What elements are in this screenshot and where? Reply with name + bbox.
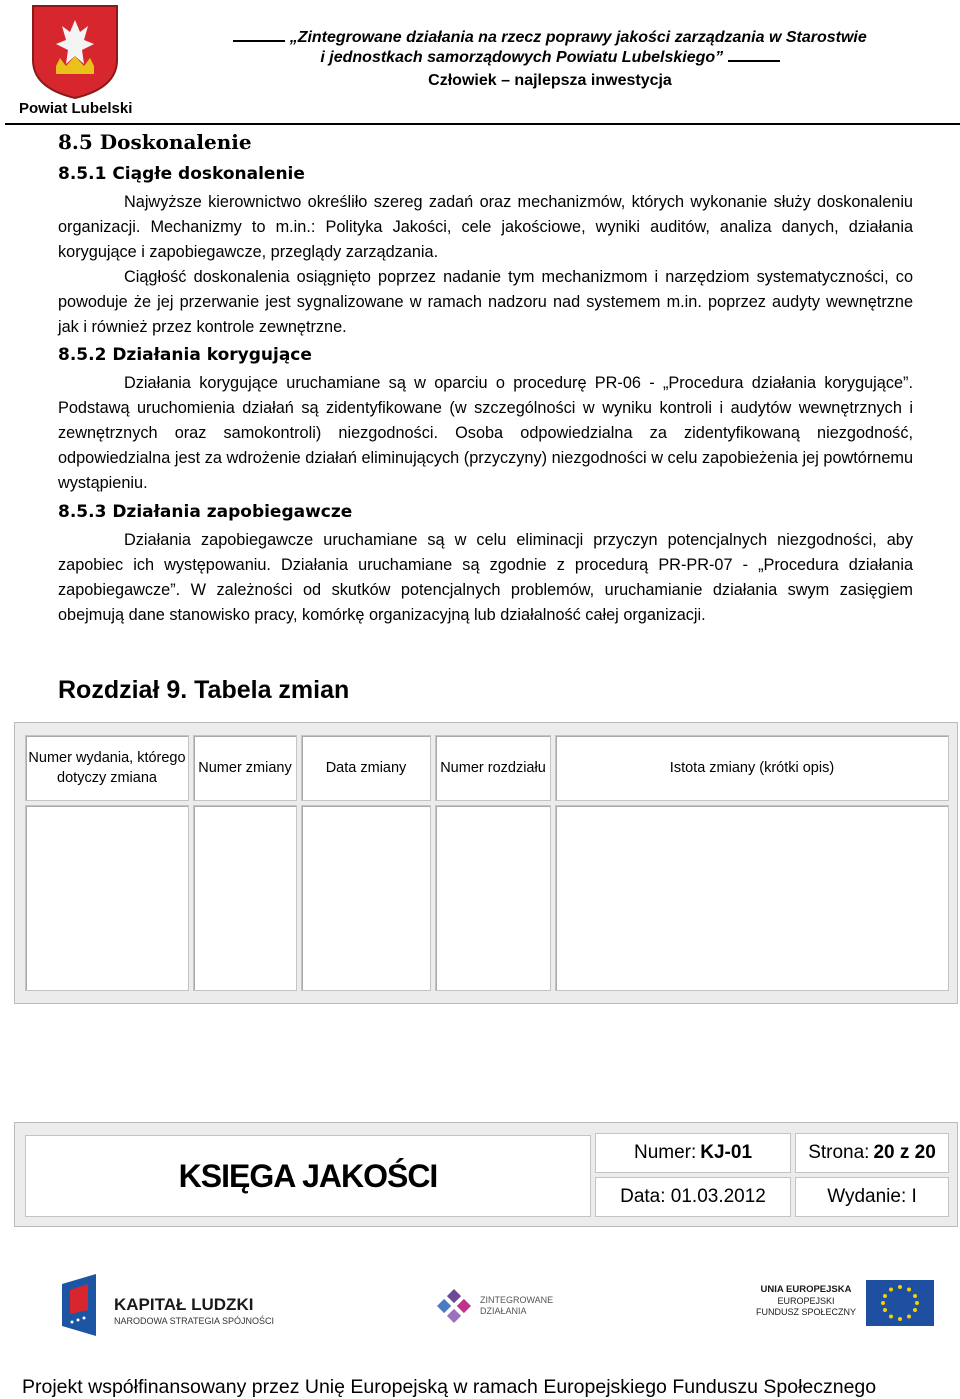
- change-table: [14, 722, 958, 1004]
- page-value: 20 z 20: [873, 1142, 936, 1163]
- table-cell-empty: [25, 805, 189, 991]
- ue-efs-logo: [740, 1272, 940, 1336]
- paragraph-text: Najwyższe kierownictwo określiło szereg zadań oraz mechanizmów, których wykonanie służy doskonaleniu organizacji. Mechanizmy to m.in.: Polityka Jakości, cele jakościowe, wyniki auditów, analiza danych, działania korygujące i zapobiegawcze, przeglądy zarządzania.: [58, 193, 913, 261]
- table-header-date: Data zmiany: [301, 735, 431, 801]
- book-title: KSIĘGA JAKOŚCI: [178, 1157, 438, 1194]
- zd-line2: DZIAŁANIA: [480, 1306, 527, 1316]
- table-header-edition: Numer wydania, którego dotyczy zmiana: [25, 735, 189, 801]
- crest-caption: Powiat Lubelski: [19, 100, 133, 117]
- section-title-8-5-3: 8.5.3 Działania zapobiegawcze: [58, 502, 353, 522]
- table-cell-empty: [435, 805, 551, 991]
- paragraph-text: Działania korygujące uruchamiane są w oparciu o procedurę PR-06 - „Procedura działania korygujące”. Podstawą uruchomienia działań są zidentyfikowane (w szczególności w wyniku kontroli i audytów wewnętrznych i zewnętrznych oraz samokontroli) niezgodności. Osoba odpowiedzialna za zidentyfikowaną niezgodność, odpowiedzialna jest za wdrożenie działań eliminujących (przyczyny) niezgodności w celu zapobieżenia jej powtórnemu wystąpieniu.: [58, 374, 913, 492]
- cofinancing-note: Projekt współfinansowany przez Unię Europejską w ramach Europejskiego Funduszu Społecznego: [22, 1376, 877, 1398]
- project-title: [150, 28, 950, 68]
- header-divider: [5, 123, 960, 125]
- chapter-title: Rozdział 9. Tabela zmian: [58, 676, 350, 704]
- date-text: Data: 01.03.2012: [620, 1186, 766, 1207]
- date-cell: [595, 1177, 791, 1217]
- section-title-8-5-2: 8.5.2 Działania korygujące: [58, 345, 312, 365]
- paragraph-8-5-2: [58, 371, 913, 496]
- zd-line1: ZINTEGROWANE: [480, 1295, 554, 1305]
- slogan: Człowiek – najlepsza inwestycja: [428, 72, 672, 89]
- kapital-ludzki-logo: [58, 1270, 318, 1340]
- paragraph-8-5-1-b: [58, 265, 913, 340]
- kl-subtitle: NARODOWA STRATEGIA SPÓJNOŚCI: [114, 1316, 275, 1326]
- paragraph-text: Ciągłość doskonalenia osiągnięto poprzez nadanie tym mechanizmom i narzędziom systematyczności, co powoduje że jej przerwanie jest sygnalizowane w ramach nadzoru nad systemem m.in. poprzez audyty wewnętrzne jak i również przez kontrole zewnętrzne.: [58, 268, 913, 336]
- paragraph-text: Działania zapobiegawcze uruchamiane są w celu eliminacji przyczyn potencjalnych niezgodności, aby zapobiec ich występowaniu. Działania uruchamiane są zgodnie z procedurą PR-PR-07 - „Procedura działania zapobiegawcze”. W zależności od skutków potencjalnych problemów, uruchamianie działania swym zasięgiem obejmują dane stanowisko pracy, komórkę organizacyjną lub działalność całej organizacji.: [58, 531, 913, 624]
- doc-number-value: KJ-01: [700, 1142, 753, 1163]
- zintegrowane-dzialania-logo: [436, 1284, 566, 1328]
- edition-cell: [795, 1177, 949, 1217]
- table-cell-empty: [193, 805, 297, 991]
- page-label: Strona:: [808, 1142, 870, 1163]
- ue-line3: FUNDUSZ SPOŁECZNY: [755, 1307, 857, 1317]
- page-header: [0, 0, 960, 126]
- paragraph-8-5-1-a: [58, 190, 913, 265]
- table-header-description: Istota zmiany (krótki opis): [555, 735, 949, 801]
- underline-decoration: [728, 50, 780, 62]
- project-title-line2: i jednostkach samorządowych Powiatu Lubelskiego”: [320, 49, 724, 66]
- ue-line2: EUROPEJSKI: [777, 1296, 835, 1306]
- kl-title: KAPITAŁ LUDZKI: [114, 1295, 254, 1314]
- doc-number-label: Numer:: [633, 1142, 697, 1163]
- project-title-line1: „Zintegrowane działania na rzecz poprawy jakości zarządzania w Starostwie: [289, 29, 867, 46]
- table-header-chapter: Numer rozdziału: [435, 735, 551, 801]
- page-cell: [795, 1133, 949, 1173]
- underline-decoration: [233, 30, 285, 42]
- ue-line1: UNIA EUROPEJSKA: [760, 1284, 852, 1295]
- book-title-cell: [25, 1135, 591, 1217]
- table-cell-empty: [555, 805, 949, 991]
- paragraph-8-5-3: [58, 528, 913, 628]
- edition-text: Wydanie: I: [827, 1186, 917, 1207]
- table-cell-empty: [301, 805, 431, 991]
- coat-of-arms-icon: [30, 4, 120, 100]
- table-header-change-number: Numer zmiany: [193, 735, 297, 801]
- doc-number-cell: [595, 1133, 791, 1173]
- section-title-8-5: 8.5 Doskonalenie: [58, 130, 252, 154]
- document-footer-box: [14, 1122, 958, 1227]
- section-title-8-5-1: 8.5.1 Ciągłe doskonalenie: [58, 164, 305, 184]
